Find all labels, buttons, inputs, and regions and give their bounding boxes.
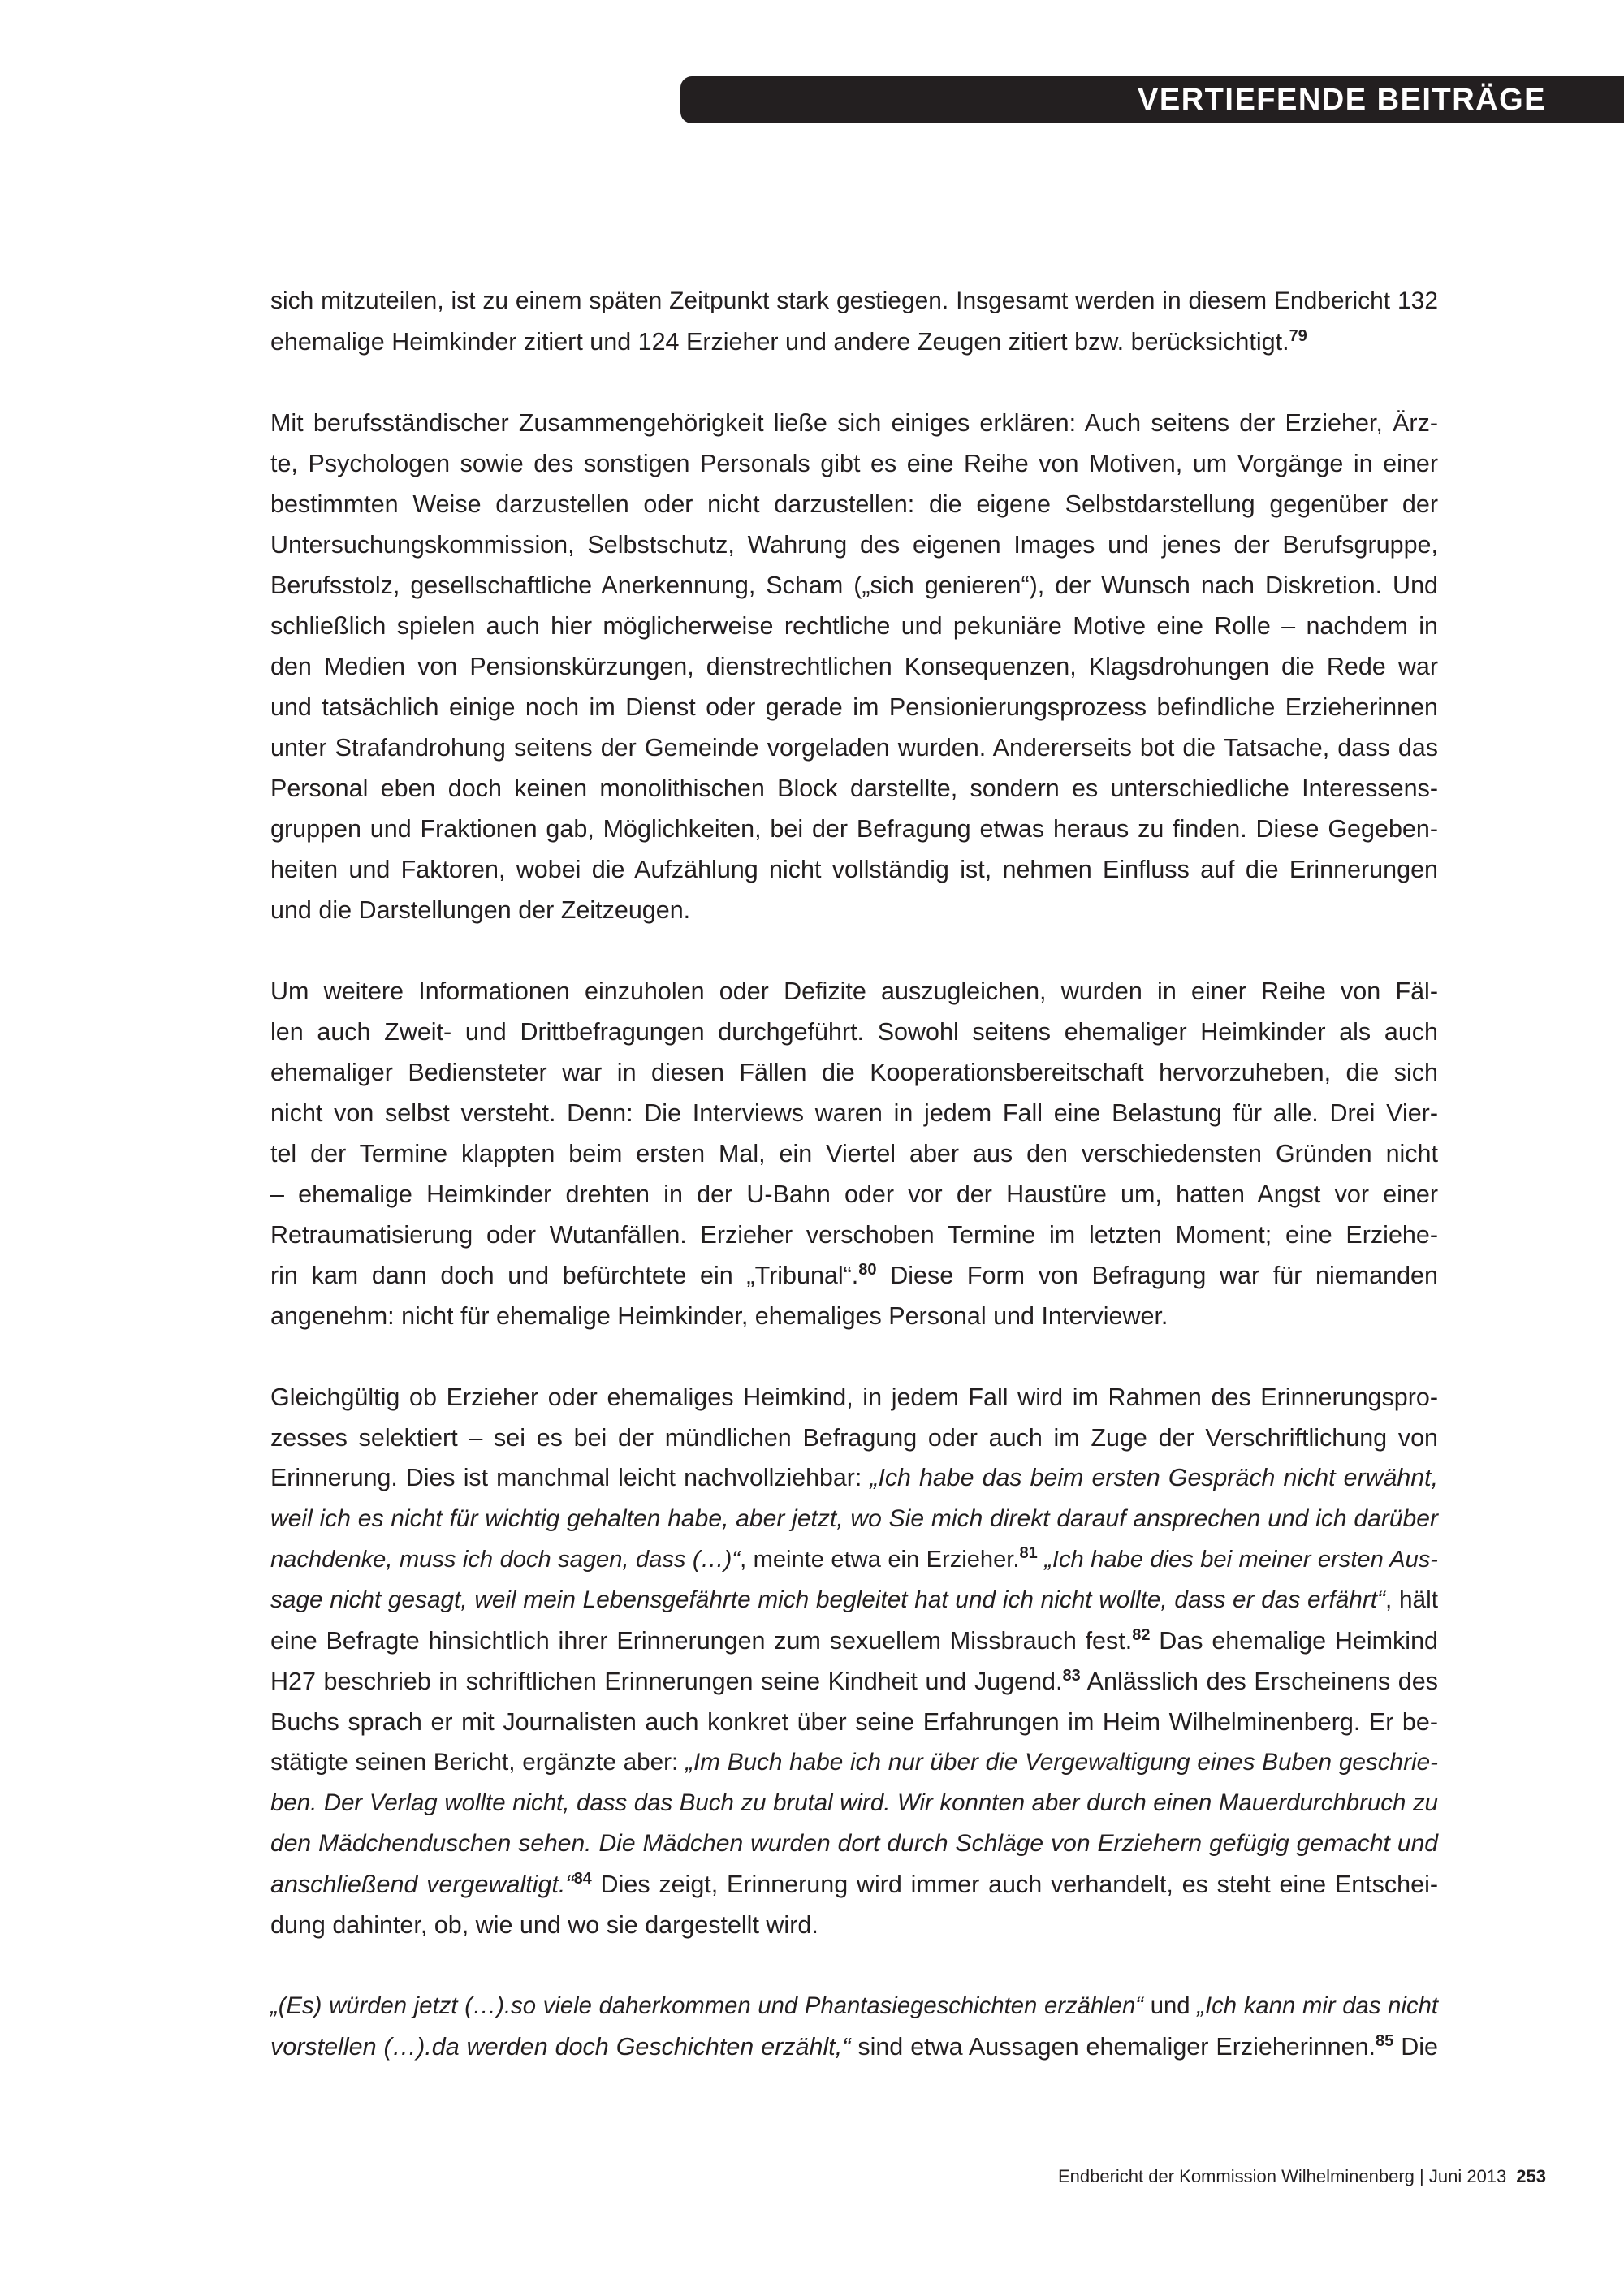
quote-text: weil ich es nicht für wichtig gehalten habe, aber jetzt, wo Sie mich direkt darauf ansprechen und ich darüber xyxy=(270,1505,1438,1532)
text-line: ehemalige Heimkinder zitiert und 124 Erzieher und andere Zeugen zitiert bzw. berücksichtigt.$^{79}$ xyxy=(270,327,1307,356)
text-line: Erinnerung. Dies ist manchmal leicht nachvollziehbar: „Ich habe das beim ersten Gespräch nicht erwähnt, xyxy=(270,1465,1438,1491)
footnote-ref-81[interactable]: 81 xyxy=(1019,1544,1038,1562)
text-line: eine Befragte hinsichtlich ihrer Erinnerungen zum sexuellem Missbrauch fest.$^{82}$ Das ehemalige Heimkind xyxy=(270,1626,1438,1655)
quote-text: „Ich habe das beim ersten Gespräch nicht erwähnt, xyxy=(870,1465,1438,1491)
footnote-ref-83[interactable]: 83 xyxy=(1062,1667,1081,1685)
paragraph-4 xyxy=(270,1377,1438,1945)
footnote-ref-85[interactable]: 85 xyxy=(1376,2032,1394,2050)
paragraph-5 xyxy=(270,1986,1438,2067)
text-line: vorstellen (…).da werden doch Geschichten erzählt,“ sind etwa Aussagen ehemaliger Erzieherinnen.$^{85}$ Die xyxy=(270,2032,1438,2061)
quote-text: „Im Buch habe ich nur über die Vergewaltigung eines Buben geschrie- xyxy=(685,1749,1438,1776)
quote-text: vorstellen (…).da werden doch Geschichten erzählt,“ xyxy=(270,2033,851,2061)
text-line: len auch Zweit- und Drittbefragungen durchgeführt. Sowohl seitens ehemaliger Heimkinder als auch xyxy=(270,1018,1438,1046)
quote-text: ben. Der Verlag wollte nicht, dass das Buch zu brutal wird. Wir konnten aber durch einen Mauerdurchbruch zu xyxy=(270,1789,1438,1816)
text-line: unter Strafandrohung seitens der Gemeinde vorgeladen wurden. Andererseits bot die Tatsache, dass das xyxy=(270,734,1438,762)
text-line: stätigte seinen Bericht, ergänzte aber: „Im Buch habe ich nur über die Vergewaltigung eines Buben geschrie- xyxy=(270,1749,1438,1776)
text-line: zesses selektiert – sei es bei der mündlichen Befragung oder auch im Zuge der Verschriftlichung von xyxy=(270,1424,1438,1452)
text-line: ehemaliger Bediensteter war in diesen Fällen die Kooperationsbereitschaft hervorzuheben, die sich xyxy=(270,1059,1438,1086)
text-line: sich mitzuteilen, ist zu einem späten Zeitpunkt stark gestiegen. Insgesamt werden in diesem Endbericht 132 xyxy=(270,287,1438,314)
publication-title: Endbericht der Kommission Wilhelminenberg | Juni 2013 xyxy=(1057,2166,1507,2186)
text-line: nicht von selbst versteht. Denn: Die Interviews waren in jedem Fall eine Belastung für alle. Drei Vier- xyxy=(270,1099,1438,1127)
text-line: dung dahinter, ob, wie und wo sie dargestellt wird. xyxy=(270,1911,818,1939)
text-line: angenehm: nicht für ehemalige Heimkinder, ehemaliges Personal und Interviewer. xyxy=(270,1302,1168,1330)
text-line: nachdenke, muss ich doch sagen, dass (…)“, meinte etwa ein Erzieher.$^{81}$ „Ich habe dies bei meiner ersten Aus- xyxy=(270,1544,1438,1573)
text-line: Um weitere Informationen einzuholen oder Defizite auszugleichen, wurden in einer Reihe von Fäl- xyxy=(270,978,1438,1005)
page-number: 253 xyxy=(1516,2166,1546,2186)
text-line: schließlich spielen auch hier möglicherweise rechtliche und pekuniäre Motive eine Rolle – nachdem in xyxy=(270,612,1438,640)
text-line: Buchs sprach er mit Journalisten auch konkret über seine Erfahrungen im Heim Wilhelminenberg. Er be- xyxy=(270,1708,1438,1736)
text-line: Gleichgültig ob Erzieher oder ehemaliges Heimkind, in jedem Fall wird im Rahmen des Erinnerungspro- xyxy=(270,1383,1438,1411)
text-line: rin kam dann doch und befürchtete ein „Tribunal“.$^{80}$ Diese Form von Befragung war für niemanden xyxy=(270,1261,1438,1289)
text-line xyxy=(270,1499,1438,1539)
quote-text: den Mädchenduschen sehen. Die Mädchen wurden dort durch Schläge von Erziehern gefügig gemacht und xyxy=(270,1830,1438,1857)
quote-text: anschließend vergewaltigt.“ xyxy=(270,1871,574,1898)
quote-text: nachdenke, muss ich doch sagen, dass (…)“ xyxy=(270,1547,741,1573)
text-line: Berufsstolz, gesellschaftliche Anerkennung, Scham („sich genieren“), der Wunsch nach Diskretion. Und xyxy=(270,572,1438,599)
text-line: – ehemalige Heimkinder drehten in der U-Bahn oder vor der Haustüre um, hatten Angst vor einer xyxy=(270,1180,1438,1208)
text-line: Untersuchungskommission, Selbstschutz, Wahrung des eigenen Images und jenes der Berufsgruppe, xyxy=(270,531,1438,559)
paragraph-3 xyxy=(270,971,1438,1336)
body-text xyxy=(270,281,1438,2067)
footnote-ref-82[interactable]: 82 xyxy=(1132,1626,1151,1644)
quote-text: „Ich kann mir das nicht xyxy=(1197,1992,1438,2019)
footnote-ref-84[interactable]: 84 xyxy=(573,1870,592,1888)
text-line: und tatsächlich einige noch im Dienst oder gerade im Pensionierungsprozess befindliche Erzieherinnen xyxy=(270,693,1438,721)
text-line: H27 beschrieb in schriftlichen Erinnerungen seine Kindheit und Jugend.$^{83}$ Anlässlich des Erscheinens des xyxy=(270,1667,1438,1695)
footnote-ref-80[interactable]: 80 xyxy=(858,1261,877,1279)
text-line xyxy=(270,1783,1438,1823)
text-line: te, Psychologen sowie des sonstigen Personals gibt es eine Reihe von Motiven, um Vorgänge in einer xyxy=(270,450,1438,477)
text-line: „(Es) würden jetzt (…).so viele daherkommen und Phantasiegeschichten erzählen“ und „Ich kann mir das nicht xyxy=(270,1992,1438,2019)
text-line: tel der Termine klappten beim ersten Mal, ein Viertel aber aus den verschiedensten Gründen nicht xyxy=(270,1140,1438,1167)
text-line: anschließend vergewaltigt.“$^{84}$ Dies zeigt, Erinnerung wird immer auch verhandelt, es steht eine Entschei- xyxy=(270,1870,1438,1898)
page-footer xyxy=(1058,2160,1546,2193)
text-line: den Medien von Pensionskürzungen, dienstrechtlichen Konsequenzen, Klagsdrohungen die Rede war xyxy=(270,653,1438,680)
text-line: bestimmten Weise darzustellen oder nicht darzustellen: die eigene Selbstdarstellung gegenüber der xyxy=(270,490,1438,518)
paragraph-1 xyxy=(270,281,1438,362)
quote-text: „Ich habe dies bei meiner ersten Aus- xyxy=(1037,1547,1438,1573)
text-line: und die Darstellungen der Zeitzeugen. xyxy=(270,896,691,924)
text-line: Retraumatisierung oder Wutanfällen. Erzieher verschoben Termine im letzten Moment; eine Erziehe- xyxy=(270,1221,1438,1249)
quote-text: sage nicht gesagt, weil mein Lebensgefährte mich begleitet hat und ich nicht wollte, dass er das erfährt“ xyxy=(270,1586,1385,1613)
text-line: heiten und Faktoren, wobei die Aufzählung nicht vollständig ist, nehmen Einfluss auf die Erinnerungen xyxy=(270,856,1438,883)
paragraph-2 xyxy=(270,403,1438,930)
footnote-ref-79[interactable]: 79 xyxy=(1289,327,1307,345)
text-line: Mit berufsständischer Zusammengehörigkeit ließe sich einiges erklären: Auch seitens der Erzieher, Ärz- xyxy=(270,409,1438,437)
section-title: VERTIEFENDE BEITRÄGE xyxy=(1138,83,1546,117)
text-line: sage nicht gesagt, weil mein Lebensgefährte mich begleitet hat und ich nicht wollte, dass er das erfährt“, hält xyxy=(270,1586,1439,1613)
text-line: gruppen und Fraktionen gab, Möglichkeiten, bei der Befragung etwas heraus zu finden. Diese Gegeben- xyxy=(270,815,1438,843)
text-line xyxy=(270,1823,1438,1864)
quote-text: „(Es) würden jetzt (…).so viele daherkommen und Phantasiegeschichten erzählen“ xyxy=(270,1992,1143,2019)
section-header-bar xyxy=(680,76,1624,123)
text-line: Personal eben doch keinen monolithischen Block darstellte, sondern es unterschiedliche Interessens- xyxy=(270,775,1438,802)
